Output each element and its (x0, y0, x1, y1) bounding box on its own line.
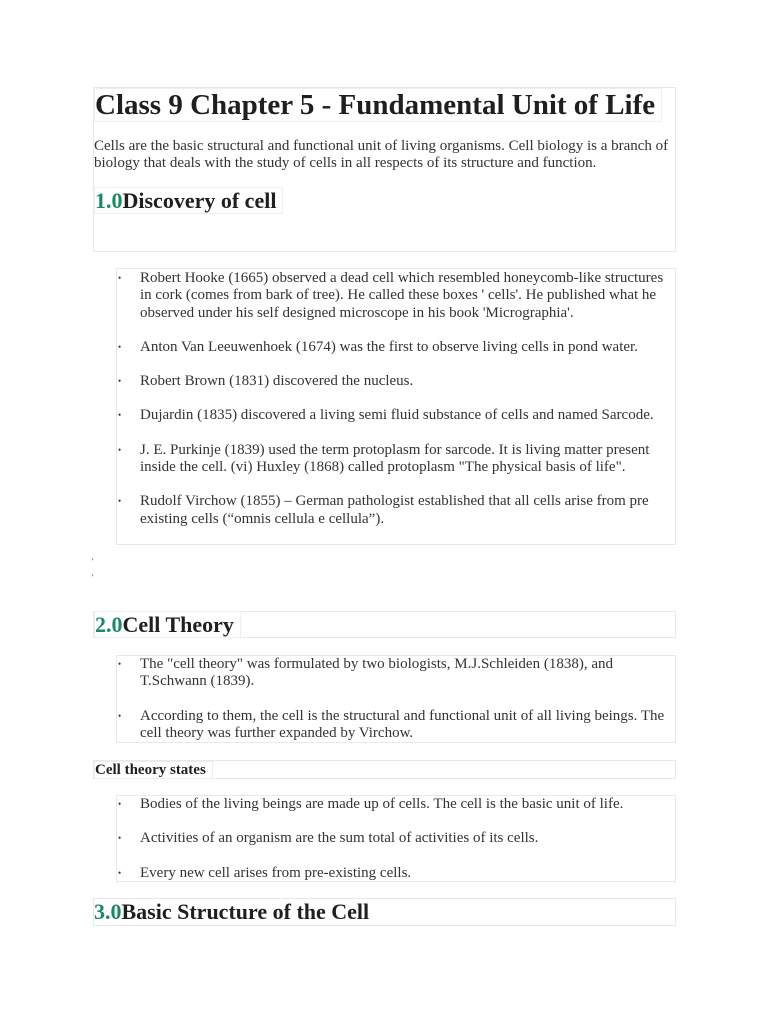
intro-block (93, 87, 676, 252)
bullet-icon: • (118, 496, 122, 507)
bullet-icon: • (118, 659, 122, 669)
cell-theory-heading-block (93, 611, 676, 638)
list-item: • Rudolf Virchow (1855) – German pathologist established that all cells arise from pre existing cells (“omnis cellula e cellula”). (118, 493, 649, 527)
list-item: • Every new cell arises from pre-existing cells. (118, 864, 412, 881)
list-item: • Activities of an organism are the sum total of activities of its cells. (118, 830, 539, 847)
section-number: 1.0 (95, 188, 123, 213)
list-item: • The "cell theory" was formulated by two biologists, M.J.Schleiden (1838), and T.Schwann (1839). (118, 656, 613, 690)
bullet-icon: • (118, 867, 122, 878)
basic-structure-heading-block (93, 898, 676, 926)
stray-mark: ' ' (92, 557, 94, 582)
page-title: Class 9 Chapter 5 - Fundamental Unit of Life (94, 88, 675, 122)
discovery-list-block (116, 268, 676, 545)
cell-theory-states-list-block (116, 795, 676, 882)
section-heading-discovery: 1.0Discovery of cell (94, 188, 675, 214)
intro-paragraph: Cells are the basic structural and functional unit of living organisms. Cell biology is a branch of biology that deals with the study of cells in all respects of its structure and function. (94, 138, 669, 171)
document-page (93, 87, 676, 926)
bullet-icon: • (118, 833, 122, 844)
bullet-icon: • (118, 444, 122, 455)
bullet-icon: • (118, 710, 122, 721)
cell-theory-list (117, 656, 675, 742)
discovery-list (117, 270, 675, 528)
list-item: • According to them, the cell is the structural and functional unit of all living beings. The cell theory was further expanded by Virchow. (118, 707, 665, 741)
list-item: • Dujardin (1835) discovered a living semi fluid substance of cells and named Sarcode. (118, 407, 654, 424)
cell-theory-states-block (93, 760, 676, 779)
bullet-icon: • (118, 341, 122, 352)
section-heading-cell-theory: 2.0Cell Theory (94, 612, 675, 638)
list-item: • Bodies of the living beings are made up of cells. The cell is the basic unit of life. (118, 796, 624, 812)
section-number: 2.0 (95, 612, 123, 637)
section-number: 3.0 (94, 899, 122, 924)
list-item: • Robert Hooke (1665) observed a dead cell which resembled honeycomb-like structures in cork (comes from bark of tree). He called these boxes ' cells'. He published what he observed under his self designed microscope in his book 'Micrographia'. (118, 270, 664, 321)
section-heading-basic-structure: 3.0Basic Structure of the Cell (94, 899, 370, 924)
bullet-icon: • (118, 376, 122, 387)
subheading: Cell theory states (94, 761, 213, 779)
cell-theory-states-list (117, 796, 675, 882)
list-item: • J. E. Purkinje (1839) used the term protoplasm for sarcode. It is living matter present inside the cell. (vi) Huxley (1868) called protoplasm "The physical basis of life". (118, 441, 650, 476)
bullet-icon: • (118, 273, 122, 283)
list-item: • Robert Brown (1831) discovered the nucleus. (118, 373, 414, 390)
bullet-icon: • (118, 799, 122, 809)
bullet-icon: • (118, 410, 122, 421)
cell-theory-list-block (116, 655, 676, 743)
list-item: • Anton Van Leeuwenhoek (1674) was the first to observe living cells in pond water. (118, 338, 638, 355)
